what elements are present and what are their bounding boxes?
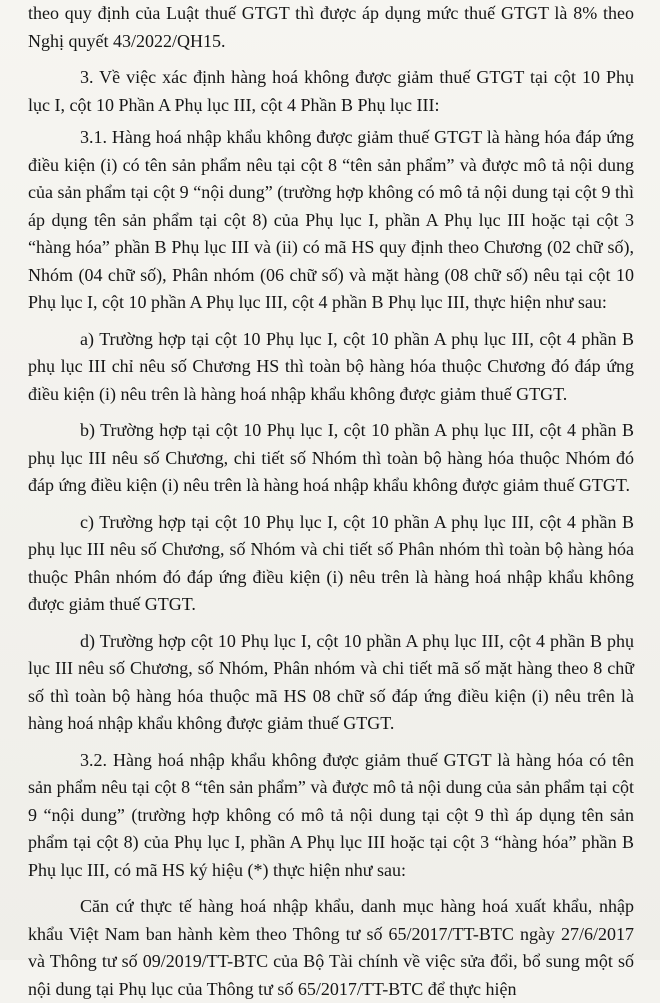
- paragraph-item-d: d) Trường hợp cột 10 Phụ lục I, cột 10 phần A phụ lục III, cột 4 phần B phụ lục III nêu số Chương, số Nhóm, Phân nhóm và chi tiết mã số mặt hàng theo 8 chữ số thì toàn bộ hàng hóa thuộc mã HS 08 chữ số đáp ứng điều kiện (i) nêu trên là hàng hoá nhập khẩu không được giảm thuế GTGT.: [28, 630, 634, 733]
- paragraph-intro-continuation: theo quy định của Luật thuế GTGT thì được áp dụng mức thuế GTGT là 8% theo Nghị quyết 43/2022/QH15.: [28, 3, 634, 51]
- paragraph-section-3-heading: 3. Về việc xác định hàng hoá không được giảm thuế GTGT tại cột 10 Phụ lục I, cột 10 Phần A Phụ lục III, cột 4 Phần B Phụ lục III:: [28, 67, 634, 115]
- paragraph-section-3-1: 3.1. Hàng hoá nhập khẩu không được giảm thuế GTGT là hàng hóa đáp ứng điều kiện (i) có tên sản phẩm nêu tại cột 8 “tên sản phẩm” và được mô tả nội dung của sản phẩm tại cột 9 “nội dung” (trường hợp không có mô tả nội dung tại cột 9 thì áp dụng tên sản phẩm tại cột 8) của Phụ lục I, phần A Phụ lục III hoặc tại cột 3 “hàng hóa” phần B Phụ lục III và (ii) có mã HS quy định theo Chương (02 chữ số), Nhóm (04 chữ số), Phân nhóm (06 chữ số) và mặt hàng (08 chữ số) nêu tại cột 10 Phụ lục I, cột 10 phần A Phụ lục III, cột 4 phần B Phụ lục III, thực hiện như sau:: [28, 127, 634, 312]
- paragraph-item-c: c) Trường hợp tại cột 10 Phụ lục I, cột 10 phần A phụ lục III, cột 4 phần B phụ lục III nêu số Chương, số Nhóm và chi tiết số Phân nhóm thì toàn bộ hàng hóa thuộc Phân nhóm đó đáp ứng điều kiện (i) nêu trên là hàng hoá nhập khẩu không được giảm thuế GTGT.: [28, 511, 634, 614]
- paragraph-legal-basis: Căn cứ thực tế hàng hoá nhập khẩu, danh mục hàng hoá xuất khẩu, nhập khẩu Việt Nam ban hành kèm theo Thông tư số 65/2017/TT-BTC ngày 27/6/2017 và Thông tư số 09/2019/TT-BTC của Bộ Tài chính về việc sửa đổi, bổ sung một số nội dung tại Phụ lục của Thông tư số 65/2017/TT-BTC để thực hiện: [28, 896, 634, 999]
- paragraph-section-3-2: 3.2. Hàng hoá nhập khẩu không được giảm thuế GTGT là hàng hóa có tên sản phẩm nêu tại cột 8 “tên sản phẩm” và được mô tả nội dung của sản phẩm tại cột 9 “nội dung” (trường hợp không có mô tả nội dung tại cột 9 thì áp dụng tên sản phẩm tại cột 8) của Phụ lục I, phần A Phụ lục III hoặc tại cột 3 “hàng hóa” phần B Phụ lục III, có mã HS ký hiệu (*) thực hiện như sau:: [28, 749, 634, 880]
- paragraph-item-a: a) Trường hợp tại cột 10 Phụ lục I, cột 10 phần A phụ lục III, cột 4 phần B phụ lục III chỉ nêu số Chương HS thì toàn bộ hàng hóa thuộc Chương đó đáp ứng điều kiện (i) nêu trên là hàng hoá nhập khẩu không được giảm thuế GTGT.: [28, 328, 634, 404]
- paragraph-item-b: b) Trường hợp tại cột 10 Phụ lục I, cột 10 phần A phụ lục III, cột 4 phần B phụ lục III nêu số Chương, chi tiết số Nhóm thì toàn bộ hàng hóa thuộc Nhóm đó đáp ứng điều kiện (i) nêu trên là hàng hoá nhập khẩu không được giảm thuế GTGT.: [28, 420, 634, 495]
